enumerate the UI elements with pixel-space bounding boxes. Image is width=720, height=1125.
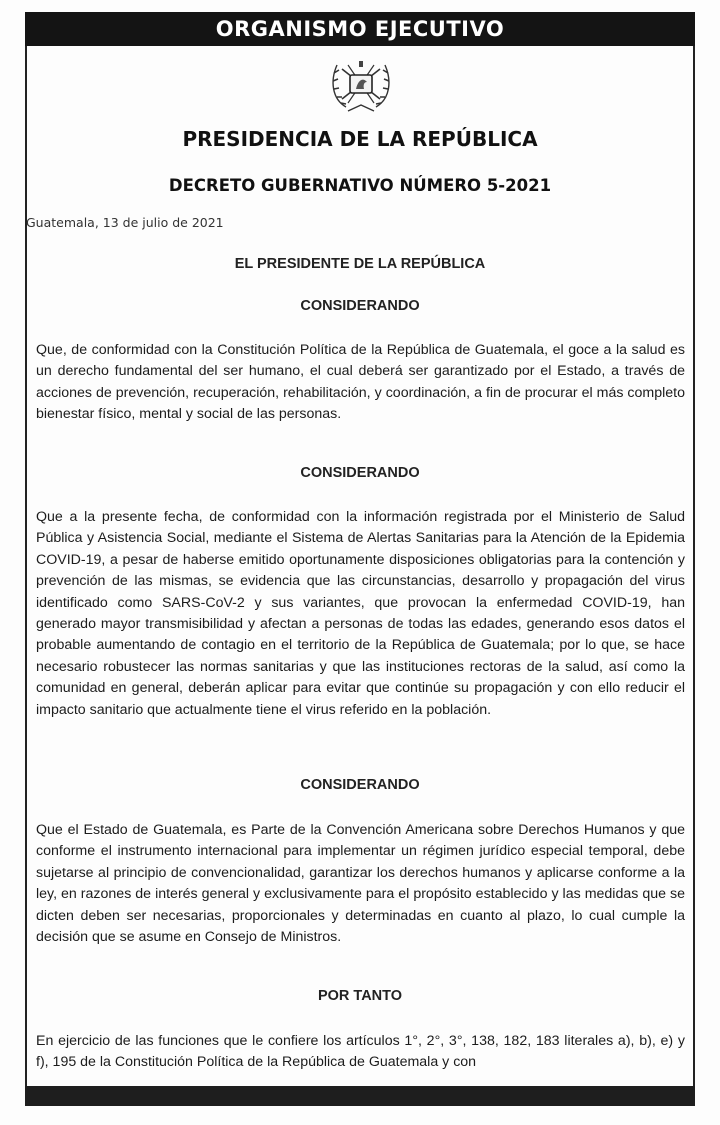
section-paragraph: En ejercicio de las funciones que le confiere los artículos 1°, 2°, 3°, 138, 182, 183 literales a), b), e) y f), 195 de la Constitución Política de la República de Guatemala y con xyxy=(36,1033,685,1070)
issuer-heading: EL PRESIDENTE DE LA REPÚBLICA xyxy=(234,256,486,272)
office-title: PRESIDENCIA DE LA REPÚBLICA xyxy=(182,127,538,151)
decree-title: DECRETO GUBERNATIVO NÚMERO 5-2021 xyxy=(168,176,552,195)
section-heading: CONSIDERANDO xyxy=(300,465,420,481)
section-heading: POR TANTO xyxy=(317,988,403,1004)
coat-of-arms-icon xyxy=(326,55,396,115)
page-border-right xyxy=(693,46,695,1086)
page-border-left xyxy=(25,46,27,1086)
section-paragraph: Que el Estado de Guatemala, es Parte de la Convención Americana sobre Derechos Humanos y que conforme el instrumento internacional para implementar un régimen jurídico especial temporal, debe sujetarse al principio de convencionalidad, garantizar los derechos humanos y aplicarse conforme a la ley, en razones de interés general y exclusivamente para el propósito establecido y las medidas que se dicten deben ser necesarias, proporcionales y determinadas en cuanto al plazo, lo cual cumple la decisión que se asume en Consejo de Ministros. xyxy=(36,822,685,946)
section-paragraph: Que a la presente fecha, de conformidad con la información registrada por el Ministerio de Salud Pública y Asistencia Social, mediante el Sistema de Alertas Sanitarias para la Atención de la Epidemia COVID-19, a pesar de haberse emitido oportunamente disposiciones obligatorias para la contención y prevención de las mismas, se evidencia que las circunstancias, desarrollo y propagación del virus identificado como SARS-CoV-2 y sus variantes, que provocan la enfermedad COVID-19, han generado mayor transmisibilidad y afectan a personas de todas las edades, generando esos datos el probable aumentando de contagio en el territorio de la República de Guatemala; por lo que, se hace necesario robustecer las normas sanitarias y que las instituciones rectoras de la salud, así como la comunidad en general, deberán aplicar para evitar que continúe su propagación y con ello reducir el impacto sanitario que actualmente tiene el virus referido en la población. xyxy=(36,509,685,718)
decree-date: Guatemala, 13 de julio de 2021 xyxy=(26,215,224,230)
footer-bar xyxy=(25,1086,695,1106)
section-paragraph: Que, de conformidad con la Constitución Política de la República de Guatemala, el goce a la salud es un derecho fundamental del ser humano, el cual deberá ser garantizado por el Estado, a través de acciones de prevención, recuperación, rehabilitación, y coordinación, a fin de procurar el más completo bienestar físico, mental y social de las personas. xyxy=(36,342,685,423)
header-banner: ORGANISMO EJECUTIVO xyxy=(25,12,695,46)
section-heading: CONSIDERANDO xyxy=(300,777,420,793)
section-heading: CONSIDERANDO xyxy=(300,298,420,314)
